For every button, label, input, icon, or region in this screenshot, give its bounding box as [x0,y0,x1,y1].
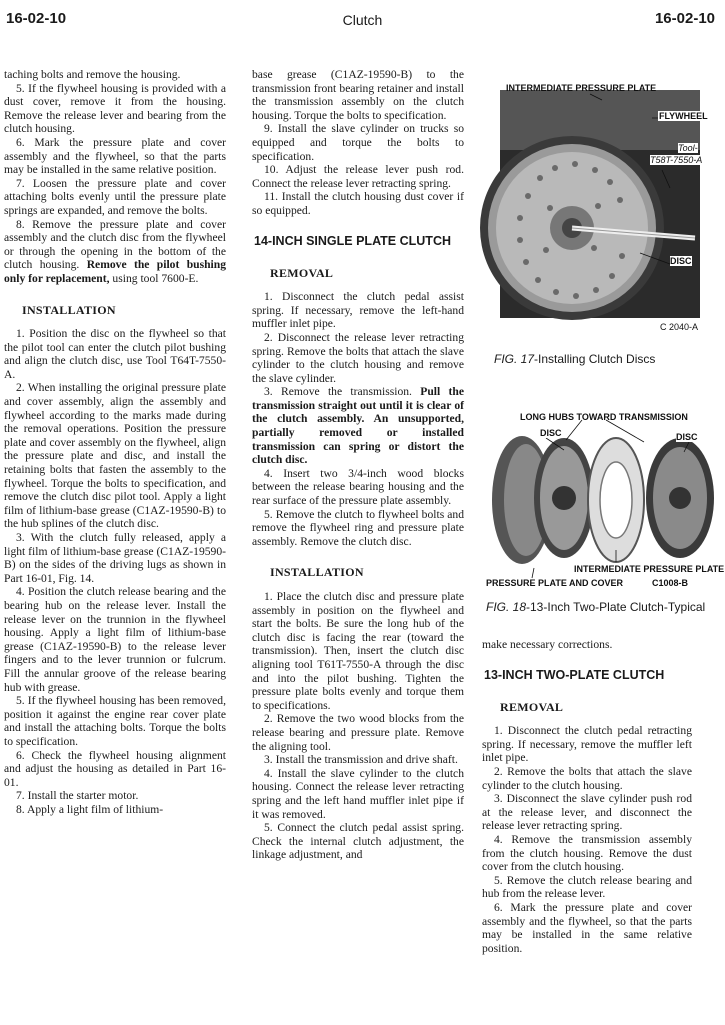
text: 3. Remove the transmission. [264,385,412,399]
paragraph: 3. With the clutch fully released, apply a light film of lithium-base grease (C1AZ-19590-B) on the sides of the driving lugs as shown in Part 16-01, Fig. 14. [4,531,226,585]
paragraph: 2. Remove the two wood blocks from the release bearing and pressure plate. Remove the aligning tool. [252,712,464,753]
paragraph [4,218,226,286]
paragraph: 3. Disconnect the slave cylinder push rod at the release lever, and disconnect the release lever retracting spring. [482,792,692,833]
caption-text: -Installing Clutch Discs [534,352,656,366]
paragraph: 1. Position the disc on the flywheel so that the pilot tool can enter the clutch pilot bushing and align the clutch disc, use Tool T64T-7550-A. [4,327,226,381]
paragraph: 4. Install the slave cylinder to the clutch housing. Connect the release lever retracting spring and the left hand muffler inlet pipe if it was removed. [252,766,464,821]
label-pressure-plate-cover: PRESSURE PLATE AND COVER [486,578,624,588]
page-number-left: 16-02-10 [6,10,67,27]
label-disc: DISC [670,256,692,266]
paragraph: 2. Remove the bolts that attach the slave cylinder to the clutch housing. [482,764,692,792]
figure-number: FIG. 17 [494,352,535,366]
label-intermediate-pressure-plate: INTERMEDIATE PRESSURE PLATE [574,564,725,574]
figure-number: FIG. 18 [486,600,527,614]
paragraph: base grease (C1AZ-19590-B) to the transmission front bearing retainer and install the transmission assembly on the clutch housing. Torque the bolts to specification. [252,68,464,122]
warning-text: Pull the transmission straight out until it is clear of the clutch assembly. An unsupported, partially removed or installed transmission can spring or distort the clutch disc. [252,385,464,467]
label-long-hubs: LONG HUBS TOWARD TRANSMISSION [520,412,688,422]
label-disc-right: DISC [676,432,698,442]
paragraph: 1. Disconnect the clutch pedal retracting spring. If necessary, remove the muffler left inlet pipe. [482,724,692,765]
paragraph: 8. Apply a light film of lithium- [16,802,164,816]
section-subheading: REMOVAL [270,265,334,280]
paragraph: 11. Install the clutch housing dust cover if so equipped. [252,190,464,217]
text: using tool 7600-E. [112,271,199,285]
section-subheading: INSTALLATION [22,302,116,317]
paragraph: 3. Install the transmission and drive shaft. [264,753,458,767]
paragraph: 5. Connect the clutch pedal assist spring. Check the internal clutch adjustment, the linkage adjustment, and [252,821,464,862]
label-intermediate-pressure-plate: INTERMEDIATE PRESSURE PLATE [506,83,657,93]
section-subheading: INSTALLATION [270,565,364,580]
column-middle [252,68,464,862]
paragraph: 1. Disconnect the clutch pedal assist spring. If necessary, remove the left-hand muffler inlet pipe. [252,290,464,331]
page-title: Clutch [342,12,383,28]
paragraph: 4. Remove the transmission assembly from the clutch housing. Remove the dust cover from the clutch housing. [482,832,692,874]
paragraph: 4. Insert two 3/4-inch wood blocks between the release bearing housing and the rear surface of the pressure plate assembly. [252,466,464,508]
section-heading: 14-INCH SINGLE PLATE CLUTCH [254,233,451,248]
paragraph: 7. Loosen the pressure plate and cover attaching bolts evenly until the pressure plate springs are expanded, and remove the bolts. [4,176,226,217]
paragraph: make necessary corrections. [482,638,613,651]
label-tool-number: T58T-7550-A [650,155,703,165]
column-right [482,638,692,955]
figure-18 [484,410,725,635]
paragraph: 4. Position the clutch release bearing and the bearing hub on the release lever. Install the release lever on the trunnion in the flywheel housing. Apply a light film of lithium-base grease (C1AZ-19590-B) to the release lever fingers and to the lever trunnion or fulcrum. Fill the annular groove of the release bearing hub with grease. [4,585,226,694]
paragraph: 5. If the flywheel housing is provided with a dust cover, remove it from the housing. Remove the release lever and bearing from the clutch housing. [4,81,226,136]
figure-caption [494,352,719,366]
warning-text: Remove the pilot bushing only for replacement, [4,258,227,285]
paragraph: 5. Remove the clutch release bearing and hub from the release lever. [482,873,692,901]
section-heading: 13-INCH TWO-PLATE CLUTCH [484,667,665,682]
paragraph: 6. Check the flywheel housing alignment and adjust the housing as detailed in Part 16-01. [4,748,226,789]
paragraph: 5. If the flywheel housing has been removed, position it against the engine rear cover plate and install the attaching bolts. Torque the bolts to specification. [4,694,226,748]
page-number-right: 16-02-10 [654,10,715,27]
figure-code: C 2040-A [660,322,699,332]
text: 8. Remove the pressure plate and cover assembly and the clutch disc from the flywheel or through the opening in the bottom of the clutch housing. [4,217,226,272]
paragraph [252,385,464,467]
paragraph: 7. Install the starter motor. [16,789,139,803]
figure-caption [486,600,711,615]
paragraph: 10. Adjust the release lever push rod. Connect the release lever retracting spring. [252,163,464,190]
paragraph: 1. Place the clutch disc and pressure plate assembly in position on the flywheel and start the bolts. Be sure the long hub of the clutch disc is facing the rear (toward the transmission). Then, insert the clutch disc aligning tool T61T-7550-A through the disc and into the pilot bushing. Tighten the pressure plate bolts evenly and torque them to specifications. [252,590,464,712]
caption-text: -13-Inch Two-Plate Clutch-Typical [526,600,706,614]
paragraph: 2. When installing the original pressure plate and cover assembly, align the assembly and flywheel according to the marks made during the removal operations. Position the pressure plate and cover assembly on the flywheel, align the pressure plate and disc, and install the retaining bolts that fasten the assembly to the flywheel. Torque the bolts to specification, and remove the clutch disc pilot tool. Apply a light film of lithium-base grease (C1AZ-19590-B) to the hub splines of the clutch disc. [4,381,226,531]
paragraph: 2. Disconnect the release lever retracting spring. Remove the bolts that attach the slave cylinder to the clutch housing and remove the slave cylinder. [252,330,464,385]
paragraph: 5. Remove the clutch to flywheel bolts and remove the flywheel ring and pressure plate assembly. Remove the clutch disc. [252,507,464,548]
label-disc-left: DISC [540,428,562,438]
paragraph: taching bolts and remove the housing. [4,68,181,81]
figure-17 [480,78,725,378]
label-tool: Tool- [678,143,698,153]
column-left [4,68,226,816]
paragraph: 6. Mark the pressure plate and cover assembly and the flywheel, so that the parts may be installed in the same relative position. [4,135,226,177]
figure-code: C1008-B [652,578,689,588]
paragraph: 9. Install the slave cylinder on trucks so equipped and torque the bolts to specification. [252,122,464,163]
paragraph: 6. Mark the pressure plate and cover assembly and the flywheel, so that the parts may be installed in the same relative position. [482,900,692,955]
label-flywheel: FLYWHEEL [659,111,708,121]
section-subheading: REMOVAL [500,699,564,714]
